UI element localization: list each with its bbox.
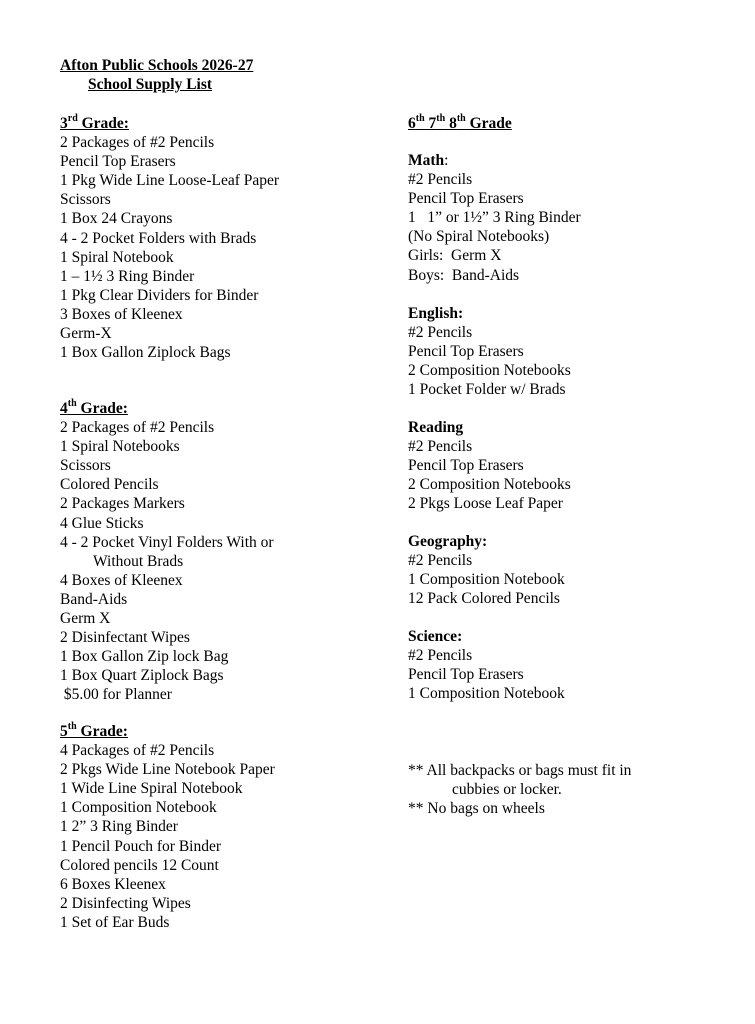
- grade5-heading: 5th Grade:: [60, 720, 128, 740]
- list-item: 2 Disinfecting Wipes: [60, 894, 191, 912]
- list-item: 4 - 2 Pocket Vinyl Folders With or: [60, 533, 274, 551]
- list-item: Scissors: [60, 457, 111, 475]
- list-item: 4 - 2 Pocket Folders with Brads: [60, 229, 257, 247]
- list-item: #2 Pencils: [408, 324, 473, 342]
- list-item: 6 Boxes Kleenex: [60, 875, 166, 893]
- list-item: 1 Wide Line Spiral Notebook: [60, 780, 243, 798]
- grade4-section: [60, 399, 274, 705]
- list-item: 1 2” 3 Ring Binder: [60, 818, 178, 836]
- list-item: Girls: Germ X: [408, 247, 502, 265]
- note-backpacks: ** All backpacks or bags must fit in: [408, 762, 632, 779]
- list-item: 2 Disinfectant Wipes: [60, 629, 190, 647]
- list-item: 1 Set of Ear Buds: [60, 913, 170, 931]
- list-item: #2 Pencils: [408, 438, 473, 456]
- list-item: Without Brads: [93, 552, 184, 570]
- list-item: 2 Pkgs Wide Line Notebook Paper: [60, 761, 275, 779]
- list-item: 1 Pkg Wide Line Loose-Leaf Paper: [60, 172, 280, 190]
- list-item: 1 Box Gallon Ziplock Bags: [60, 344, 231, 362]
- middle-school-heading-block: [408, 114, 512, 133]
- math-heading: Math:: [408, 152, 449, 169]
- list-item: 1 Box 24 Crayons: [60, 210, 173, 228]
- document-subtitle: School Supply List: [88, 76, 213, 93]
- list-item: 3 Boxes of Kleenex: [60, 305, 183, 323]
- document-title: Afton Public Schools 2026-27: [60, 57, 254, 74]
- list-item: 4 Packages of #2 Pencils: [60, 742, 215, 760]
- list-item: Pencil Top Erasers: [408, 666, 524, 684]
- list-item: #2 Pencils: [408, 171, 473, 189]
- grade4-heading: 4th Grade:: [60, 397, 128, 417]
- list-item: 2 Packages of #2 Pencils: [60, 134, 215, 152]
- notes-section: [408, 761, 631, 818]
- list-item: 1 Composition Notebook: [408, 685, 565, 703]
- list-item: (No Spiral Notebooks): [408, 228, 550, 246]
- list-item: 1 Composition Notebook: [408, 571, 565, 589]
- list-item: Pencil Top Erasers: [408, 190, 524, 208]
- reading-section: [408, 418, 571, 513]
- list-item: 1 Pocket Folder w/ Brads: [408, 381, 566, 399]
- reading-heading: Reading: [408, 419, 464, 436]
- list-item: Boys: Band-Aids: [408, 266, 520, 284]
- science-section: [408, 627, 565, 703]
- list-item: #2 Pencils: [408, 647, 473, 665]
- list-item: 1 Box Quart Ziplock Bags: [60, 667, 224, 685]
- grade5-section: [60, 722, 275, 932]
- list-item: Germ X: [60, 610, 111, 628]
- list-item: Pencil Top Erasers: [408, 457, 524, 475]
- list-item: 1 – 1½ 3 Ring Binder: [60, 267, 195, 285]
- list-item: 1 Spiral Notebooks: [60, 438, 180, 456]
- list-item: Colored Pencils: [60, 476, 159, 494]
- list-item: Pencil Top Erasers: [60, 153, 176, 171]
- note-backpacks-cont: cubbies or locker.: [452, 781, 562, 799]
- english-section: [408, 304, 571, 399]
- middle-school-heading: 6th 7th 8th Grade: [408, 112, 512, 132]
- list-item: 2 Packages of #2 Pencils: [60, 419, 215, 437]
- science-heading: Science:: [408, 628, 463, 645]
- list-item: Scissors: [60, 191, 111, 209]
- list-item: 1 1” or 1½” 3 Ring Binder: [408, 209, 581, 227]
- list-item: $5.00 for Planner: [60, 686, 172, 704]
- note-no-wheels: ** No bags on wheels: [408, 800, 545, 818]
- list-item: 1 Box Gallon Zip lock Bag: [60, 648, 229, 666]
- list-item: #2 Pencils: [408, 552, 473, 570]
- list-item: 2 Pkgs Loose Leaf Paper: [408, 495, 563, 513]
- list-item: 1 Pkg Clear Dividers for Binder: [60, 286, 259, 304]
- list-item: Germ-X: [60, 325, 112, 343]
- math-section: [408, 151, 581, 285]
- list-item: Colored pencils 12 Count: [60, 856, 219, 874]
- list-item: 2 Composition Notebooks: [408, 476, 571, 494]
- list-item: Pencil Top Erasers: [408, 343, 524, 361]
- english-heading: English:: [408, 305, 464, 322]
- grade3-section: [60, 114, 279, 362]
- list-item: 4 Glue Sticks: [60, 514, 144, 532]
- list-item: 4 Boxes of Kleenex: [60, 571, 183, 589]
- list-item: 1 Pencil Pouch for Binder: [60, 837, 222, 855]
- list-item: 12 Pack Colored Pencils: [408, 590, 560, 608]
- geography-section: [408, 532, 565, 608]
- grade3-heading: 3rd Grade:: [60, 112, 129, 132]
- list-item: 2 Packages Markers: [60, 495, 185, 513]
- list-item: 1 Spiral Notebook: [60, 248, 174, 266]
- list-item: 2 Composition Notebooks: [408, 362, 571, 380]
- list-item: Band-Aids: [60, 590, 128, 608]
- geography-heading: Geography:: [408, 533, 488, 550]
- list-item: 1 Composition Notebook: [60, 799, 217, 817]
